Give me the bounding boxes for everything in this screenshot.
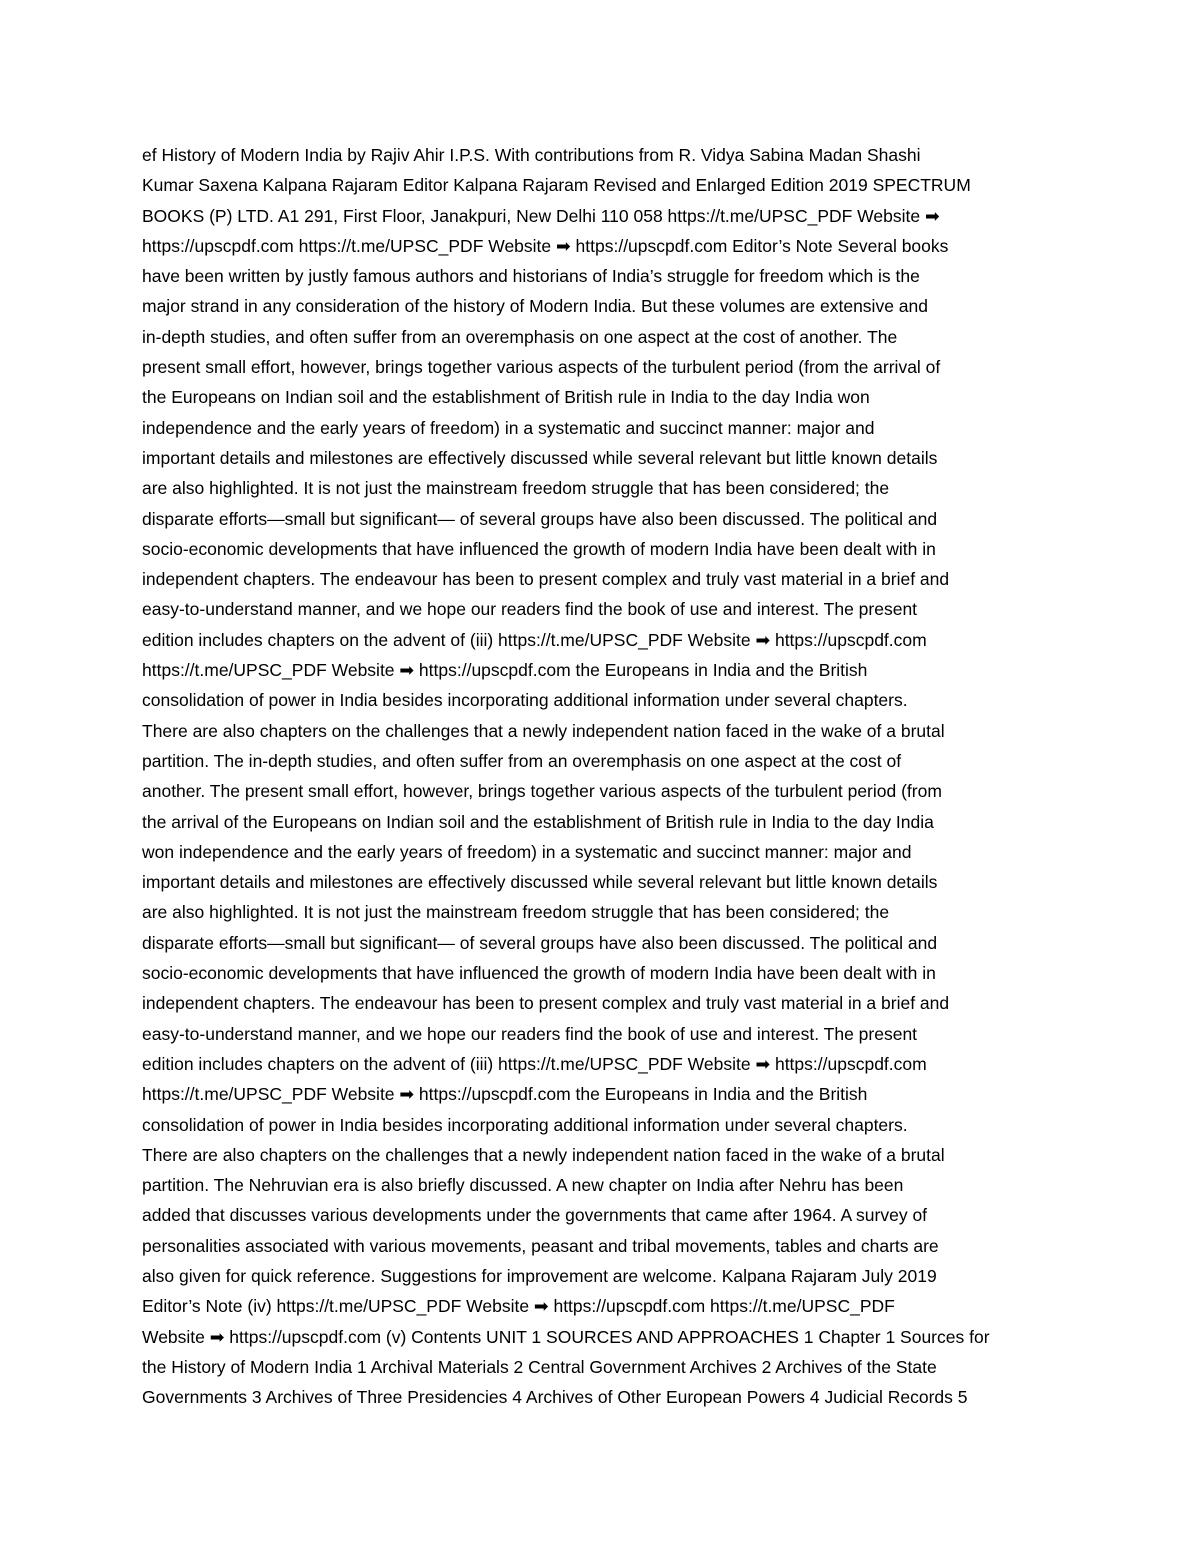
text-line: the arrival of the Europeans on Indian soil and the establishment of British rule in India to the day India [142,811,934,832]
text-line: https://t.me/UPSC_PDF Website ➡ https://upscpdf.com the Europeans in India and the British [142,1084,868,1105]
text-line: edition includes chapters on the advent of (iii) https://t.me/UPSC_PDF Website ➡ https://upscpdf.com [142,1053,927,1074]
text-line: are also highlighted. It is not just the mainstream freedom struggle that has been considered; the [142,902,890,923]
text-line: There are also chapters on the challenges that a newly independent nation faced in the wake of a brutal [142,720,945,741]
text-line: disparate efforts—small but significant— of several groups have also been discussed. The political and [142,508,938,529]
text-line: socio-economic developments that have influenced the growth of modern India have been dealt with in [142,963,936,984]
text-line: in-depth studies, and often suffer from an overemphasis on one aspect at the cost of another. The [142,326,898,347]
text-line: added that discusses various developments under the governments that came after 1964. A survey of [142,1205,928,1226]
text-line: personalities associated with various movements, peasant and tribal movements, tables and charts are [142,1235,939,1256]
text-line: independent chapters. The endeavour has been to present complex and truly vast material in a brief and [142,569,950,590]
text-line: consolidation of power in India besides incorporating additional information under several chapters. [142,690,908,711]
text-line: are also highlighted. It is not just the mainstream freedom struggle that has been considered; the [142,478,890,499]
text-line: easy-to-understand manner, and we hope our readers find the book of use and interest. The present [142,1023,918,1044]
text-line: Governments 3 Archives of Three Presidencies 4 Archives of Other European Powers 4 Judicial Records 5 [142,1387,968,1408]
text-line: major strand in any consideration of the history of Modern India. But these volumes are extensive and [142,296,928,317]
text-line: independent chapters. The endeavour has been to present complex and truly vast material in a brief and [142,993,950,1014]
text-line: important details and milestones are effectively discussed while several relevant but little known details [142,872,938,893]
text-line: have been written by justly famous authors and historians of India’s struggle for freedom which is the [142,266,920,287]
text-line: another. The present small effort, however, brings together various aspects of the turbulent period (from [142,781,942,802]
text-line: disparate efforts—small but significant— of several groups have also been discussed. The political and [142,932,938,953]
text-line: edition includes chapters on the advent of (iii) https://t.me/UPSC_PDF Website ➡ https://upscpdf.com [142,629,927,650]
document-body-text [142,140,1062,1412]
text-line: ef History of Modern India by Rajiv Ahir I.P.S. With contributions from R. Vidya Sabina Madan Shashi [142,145,921,165]
text-line: Website ➡ https://upscpdf.com (v) Contents UNIT 1 SOURCES AND APPROACHES 1 Chapter 1 Sources for [142,1326,990,1347]
text-line: BOOKS (P) LTD. A1 291, First Floor, Janakpuri, New Delhi 110 058 https://t.me/UPSC_PDF Website ➡ [142,205,940,226]
text-line: present small effort, however, brings together various aspects of the turbulent period (from the arrival of [142,357,941,378]
text-line: partition. The in-depth studies, and often suffer from an overemphasis on one aspect at the cost of [142,750,902,771]
text-line: independence and the early years of freedom) in a systematic and succinct manner: major and [142,417,875,438]
text-line: partition. The Nehruvian era is also briefly discussed. A new chapter on India after Nehru has been [142,1175,904,1196]
text-line: consolidation of power in India besides incorporating additional information under several chapters. [142,1114,908,1135]
text-line: There are also chapters on the challenges that a newly independent nation faced in the wake of a brutal [142,1144,945,1165]
text-line: the History of Modern India 1 Archival Materials 2 Central Government Archives 2 Archives of the State [142,1356,937,1377]
text-line: https://t.me/UPSC_PDF Website ➡ https://upscpdf.com the Europeans in India and the British [142,660,868,681]
text-line: important details and milestones are effectively discussed while several relevant but little known details [142,447,938,468]
text-line: the Europeans on Indian soil and the establishment of British rule in India to the day India won [142,387,870,408]
text-line: also given for quick reference. Suggestions for improvement are welcome. Kalpana Rajaram July 2019 [142,1265,937,1286]
text-line: easy-to-understand manner, and we hope our readers find the book of use and interest. The present [142,599,918,620]
text-line: won independence and the early years of freedom) in a systematic and succinct manner: major and [142,841,912,862]
text-line: Kumar Saxena Kalpana Rajaram Editor Kalpana Rajaram Revised and Enlarged Edition 2019 SPECTRUM [142,175,971,196]
text-line: Editor’s Note (iv) https://t.me/UPSC_PDF Website ➡ https://upscpdf.com https://t.me/UPSC_PDF [142,1296,895,1317]
text-line: socio-economic developments that have influenced the growth of modern India have been dealt with in [142,538,936,559]
text-line: https://upscpdf.com https://t.me/UPSC_PDF Website ➡ https://upscpdf.com Editor’s Note Several books [142,235,949,256]
